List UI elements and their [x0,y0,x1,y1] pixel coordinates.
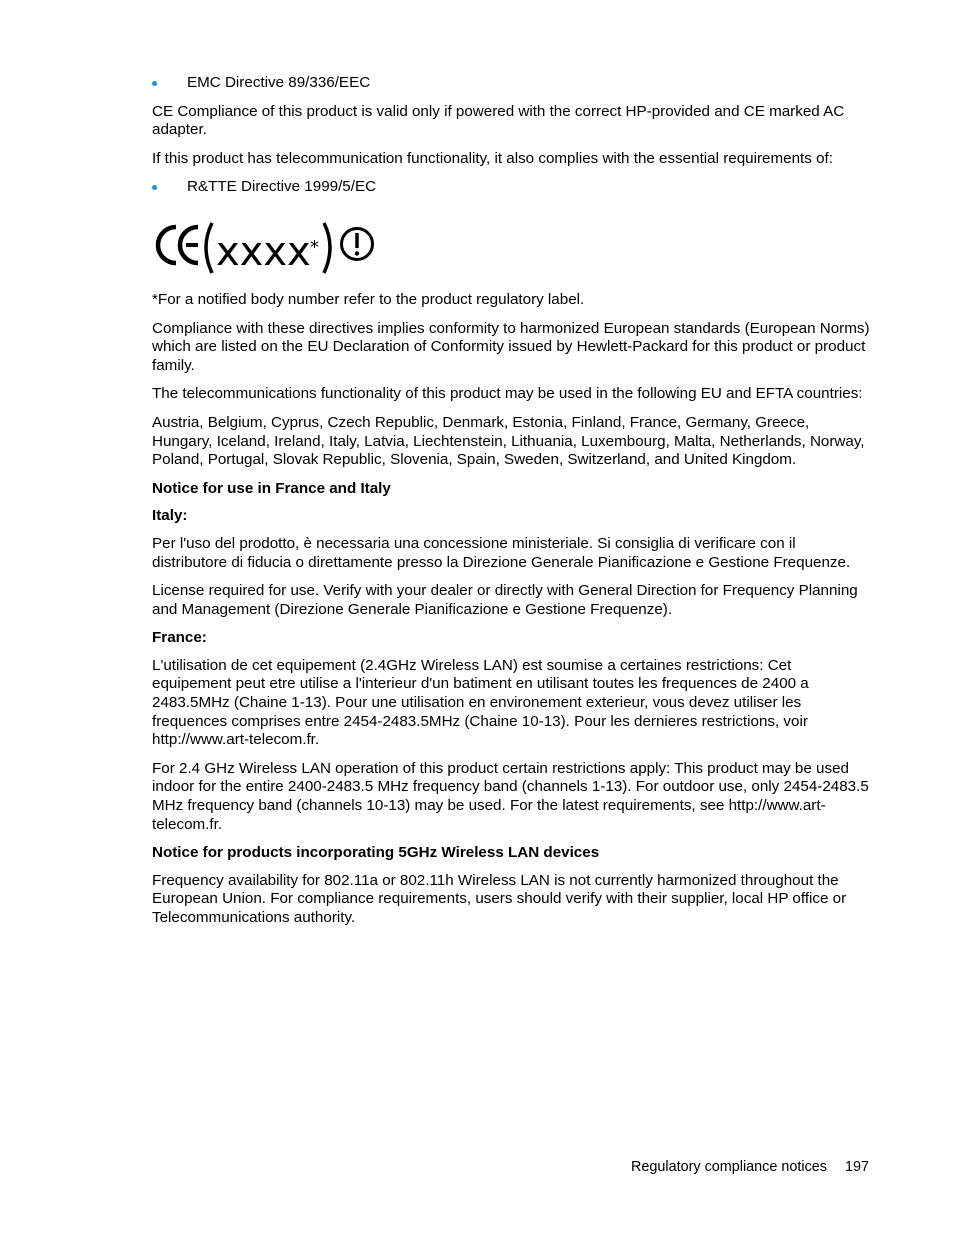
page-number: 197 [844,1159,869,1175]
ce-mark-asterisk: * [310,236,319,258]
paragraph-5ghz: Frequency availability for 802.11a or 802.11h Wireless LAN is not currently harmonized throughout the European Union. For compliance requirements, users should verify with their supplier, local HP office or Telecommunications authority. [152,871,847,926]
paragraph-france-french: L'utilisation de cet equipement (2.4GHz Wireless LAN) est soumise a certaines restrictions: Cet equipement peut etre utilise a l'interieur d'un batiment en utilisant toutes les frequences de 2400 a 2483.5MHz (Chaine 1-13). Pour une utilisation en environement exterieur, vous devez utiliser les frequences comprises entre 2454-2483.5MHz (Chaine 10-13). Pour les dernieres restrictions, voir http://www.art-telecom.fr. [152,656,809,749]
page-footer [631,1158,869,1176]
bullet-dot-icon [152,185,157,190]
bullet-item-rtte [152,178,872,197]
paragraph-telecom-functionality: If this product has telecommunication functionality, it also complies with the essential requirements of: [152,149,833,167]
paragraph-compliance: Compliance with these directives implies conformity to harmonized European standards (European Norms) which are listed on the EU Declaration of Conformity issued by Hewlett-Packard for this product or product family. [152,319,870,374]
paragraph-france-english: For 2.4 GHz Wireless LAN operation of this product certain restrictions apply: This product may be used indoor for the entire 2400-2483.5 MHz frequency band (channels 1-13). For outdoor use, only 2454-2483.5 MHz frequency band (channels 10-13) may be used. For the latest requirements, see http://www.art-telecom.fr. [152,759,869,833]
ce-mark-logo [152,219,872,279]
bullet-dot-icon [152,81,157,86]
ce-mark-icon [152,219,382,279]
heading-italy: Italy: [152,507,188,525]
bullet-item-emc [152,74,872,93]
bullet-text: R&TTE Directive 1999/5/EC [187,178,377,196]
paragraph-italy-english: License required for use. Verify with your dealer or directly with General Direction for Frequency Planning and Management (Direzione Generale Pianificazione e Gestione Frequenze). [152,582,858,618]
heading-5ghz: Notice for products incorporating 5GHz Wireless LAN devices [152,844,600,862]
paragraph-ce-compliance: CE Compliance of this product is valid only if powered with the correct HP-provided and CE marked AC adapter. [152,102,845,139]
paragraph-italy-italian: Per l'uso del prodotto, è necessaria una concessione ministeriale. Si consiglia di verificare con il distributore di fiducia o direttamente presso la Direzione Generale Pianificazione e Gestione Frequenze. [152,534,851,571]
paragraph-notified-body: *For a notified body number refer to the product regulatory label. [152,290,585,308]
footer-section-title: Regulatory compliance notices [631,1159,827,1175]
ce-mark-placeholder: xxxx [216,228,311,275]
bullet-text: EMC Directive 89/336/EEC [187,74,371,91]
heading-france-italy: Notice for use in France and Italy [152,479,391,497]
paragraph-countries-intro: The telecommunications functionality of this product may be used in the following EU and EFTA countries: [152,385,863,403]
heading-france: France: [152,629,207,647]
paragraph-countries: Austria, Belgium, Cyprus, Czech Republic, Denmark, Estonia, Finland, France, Germany, Greece, Hungary, Iceland, Ireland, Italy, Latvia, Liechtenstein, Lithuania, Luxembourg, Malta, Netherlands, Norway, Poland, Portugal, Slovak Republic, Slovenia, Spain, Sweden, Switzerland, and United Kingdom. [152,413,865,469]
page-content [152,74,872,938]
